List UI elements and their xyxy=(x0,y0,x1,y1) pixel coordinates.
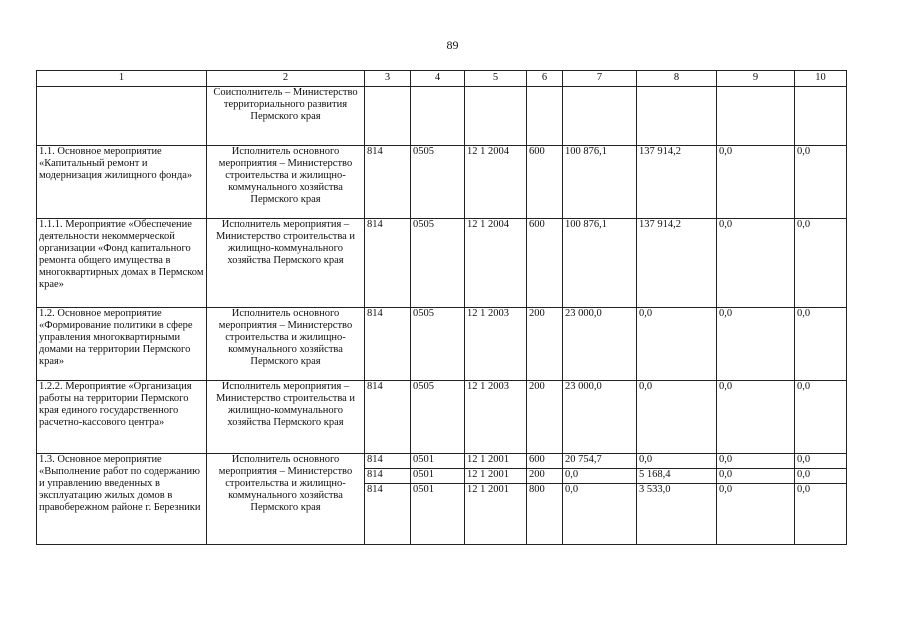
table-cell: 12 1 2003 xyxy=(465,381,527,454)
header-cell: 3 xyxy=(365,71,411,87)
table-cell: 0,0 xyxy=(563,484,637,545)
table-cell: 0,0 xyxy=(637,381,717,454)
table-cell: 12 1 2004 xyxy=(465,219,527,308)
table-cell xyxy=(365,87,411,146)
table-cell xyxy=(411,87,465,146)
table-cell: 137 914,2 xyxy=(637,146,717,219)
table-cell: 814 xyxy=(365,146,411,219)
table-cell: 0,0 xyxy=(717,381,795,454)
table-cell: 0,0 xyxy=(795,484,847,545)
table-row xyxy=(37,381,847,454)
header-cell: 4 xyxy=(411,71,465,87)
table-cell: 100 876,1 xyxy=(563,219,637,308)
table-cell: 600 xyxy=(527,454,563,469)
table-cell: 0501 xyxy=(411,469,465,484)
table-cell: 0505 xyxy=(411,146,465,219)
table-cell xyxy=(465,87,527,146)
table-cell: 0501 xyxy=(411,454,465,469)
measure-cell: 1.1.1. Мероприятие «Обеспечение деятельности некоммерческой организации «Фонд капитального ремонта общего имущества в многоквартирных домах в Пермском крае» xyxy=(37,219,207,308)
executor-cell: Исполнитель мероприятия – Министерство строительства и жилищно-коммунального хозяйства Пермского края xyxy=(207,219,365,308)
table-cell: 12 1 2004 xyxy=(465,146,527,219)
page-number: 89 xyxy=(446,38,459,52)
table-row xyxy=(37,219,847,308)
table-cell: 0,0 xyxy=(637,308,717,381)
header-cell: 5 xyxy=(465,71,527,87)
table-cell: 137 914,2 xyxy=(637,219,717,308)
table-cell: 800 xyxy=(527,484,563,545)
table-cell: 0,0 xyxy=(717,454,795,469)
table-row xyxy=(37,454,847,469)
table-cell: 23 000,0 xyxy=(563,308,637,381)
table-cell: 814 xyxy=(365,308,411,381)
table-cell xyxy=(637,87,717,146)
table-cell: 814 xyxy=(365,469,411,484)
table-cell: 0,0 xyxy=(717,219,795,308)
table-cell: 12 1 2001 xyxy=(465,469,527,484)
table-cell: 0505 xyxy=(411,308,465,381)
table-row xyxy=(37,308,847,381)
measure-cell: 1.2.2. Мероприятие «Организация работы на территории Пермского края единого государственного расчетно-кассового центра» xyxy=(37,381,207,454)
budget-table xyxy=(36,70,847,545)
table-cell: 0,0 xyxy=(795,219,847,308)
table-cell: 0,0 xyxy=(637,454,717,469)
table-cell: 0,0 xyxy=(795,469,847,484)
header-row xyxy=(37,71,847,87)
table-cell: 12 1 2001 xyxy=(465,454,527,469)
table-cell: 0,0 xyxy=(563,469,637,484)
table-cell: 200 xyxy=(527,381,563,454)
executor-cell: Исполнитель мероприятия – Министерство строительства и жилищно-коммунального хозяйства Пермского края xyxy=(207,381,365,454)
table-cell xyxy=(563,87,637,146)
table-cell: 814 xyxy=(365,219,411,308)
table-cell: 23 000,0 xyxy=(563,381,637,454)
table-cell: 0505 xyxy=(411,219,465,308)
table-row xyxy=(37,87,847,146)
table-cell xyxy=(795,87,847,146)
table-cell: 20 754,7 xyxy=(563,454,637,469)
table-cell: 0,0 xyxy=(795,454,847,469)
table-cell: 12 1 2003 xyxy=(465,308,527,381)
table-cell: 0,0 xyxy=(717,146,795,219)
table-cell xyxy=(717,87,795,146)
measure-cell: 1.2. Основное мероприятие «Формирование политики в сфере управления многоквартирными домами на территории Пермского края» xyxy=(37,308,207,381)
header-cell: 2 xyxy=(207,71,365,87)
table-cell: 0505 xyxy=(411,381,465,454)
measure-cell: 1.3. Основное мероприятие «Выполнение работ по содержанию и управлению введенных в эксплуатацию жилых домов в правобережном районе г. Березники xyxy=(37,454,207,545)
table-cell: 814 xyxy=(365,484,411,545)
table-cell: 600 xyxy=(527,146,563,219)
table-cell: 814 xyxy=(365,381,411,454)
executor-cell: Исполнитель основного мероприятия – Министерство строительства и жилищно-коммунального хозяйства Пермского края xyxy=(207,308,365,381)
header-cell: 6 xyxy=(527,71,563,87)
table-cell: 100 876,1 xyxy=(563,146,637,219)
table-cell: 0,0 xyxy=(795,381,847,454)
table-cell: 0,0 xyxy=(717,469,795,484)
executor-cell: Соисполнитель – Министерство территориального развития Пермского края xyxy=(207,87,365,146)
table-cell: 200 xyxy=(527,469,563,484)
executor-cell: Исполнитель основного мероприятия – Министерство строительства и жилищно-коммунального хозяйства Пермского края xyxy=(207,454,365,545)
table-cell: 0,0 xyxy=(717,484,795,545)
table-cell: 814 xyxy=(365,454,411,469)
header-cell: 8 xyxy=(637,71,717,87)
measure-cell xyxy=(37,87,207,146)
table-cell: 0,0 xyxy=(795,308,847,381)
header-cell: 1 xyxy=(37,71,207,87)
table-cell: 3 533,0 xyxy=(637,484,717,545)
measure-cell: 1.1. Основное мероприятие «Капитальный ремонт и модернизация жилищного фонда» xyxy=(37,146,207,219)
table-cell: 0,0 xyxy=(795,146,847,219)
table-cell: 12 1 2001 xyxy=(465,484,527,545)
table-cell xyxy=(527,87,563,146)
table-cell: 0,0 xyxy=(717,308,795,381)
table-row xyxy=(37,146,847,219)
table-cell: 0501 xyxy=(411,484,465,545)
header-cell: 9 xyxy=(717,71,795,87)
executor-cell: Исполнитель основного мероприятия – Министерство строительства и жилищно-коммунального хозяйства Пермского края xyxy=(207,146,365,219)
table-cell: 200 xyxy=(527,308,563,381)
table-cell: 600 xyxy=(527,219,563,308)
header-cell: 10 xyxy=(795,71,847,87)
header-cell: 7 xyxy=(563,71,637,87)
table-cell: 5 168,4 xyxy=(637,469,717,484)
